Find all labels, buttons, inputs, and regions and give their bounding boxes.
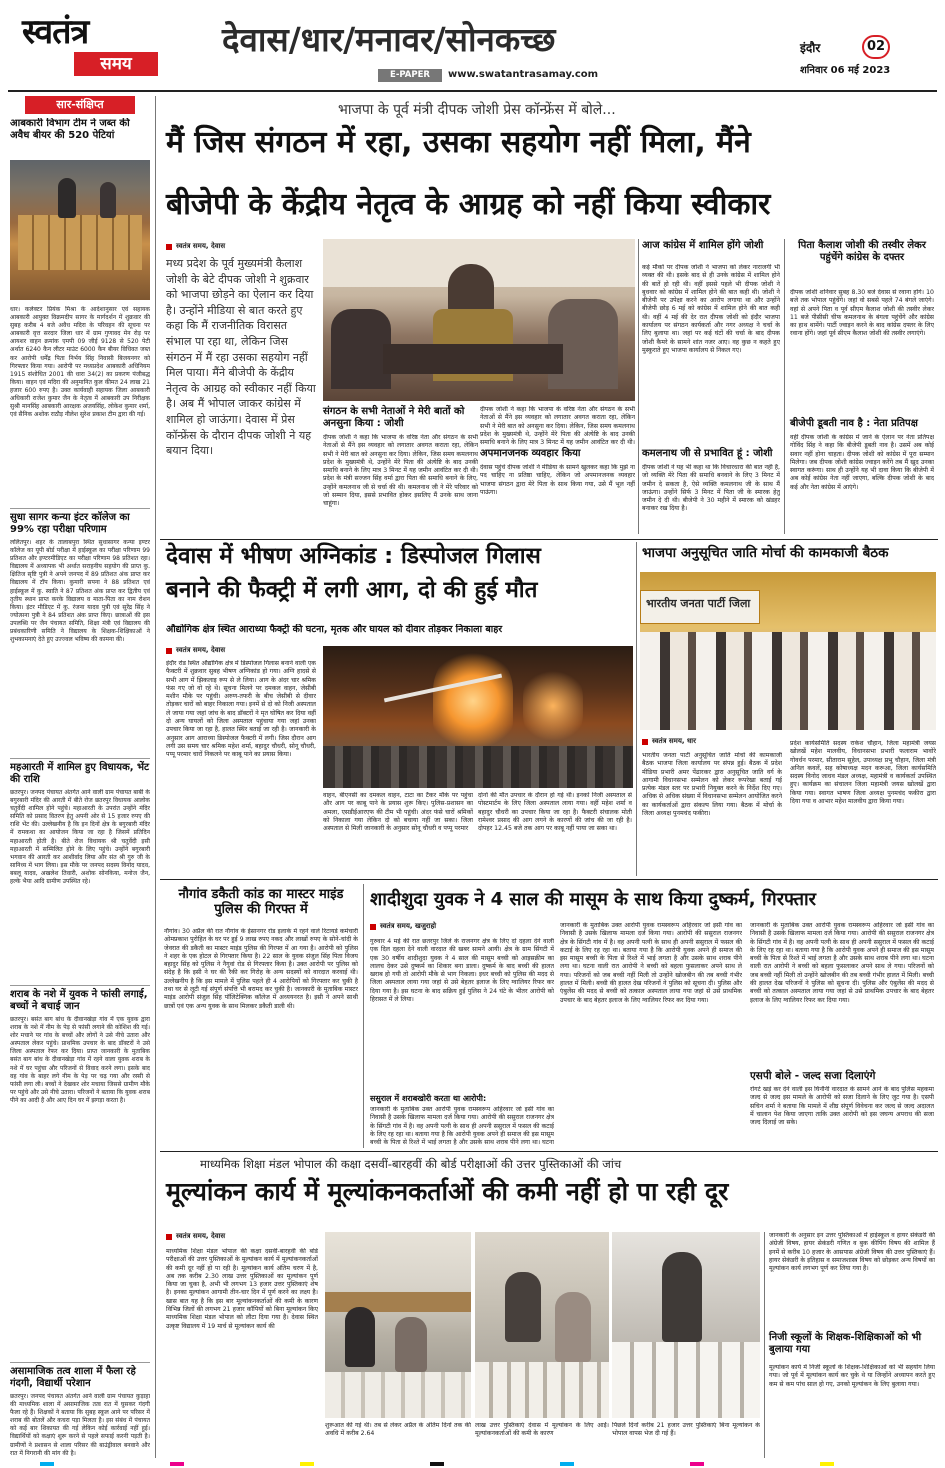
sidebar-item-body: छतरपुर। जनपद पंचायत अंतर्गत आने वाली ग्राम पंचायत कुड़ाहा की माध्यमिक शाला में असामाजिक तत्व रात में घुसकर गंदगी फैला रहे हैं। शिक्षकों ने बताया कि सुबह स्कूल आने पर परिसर में शराब की बोतलें और कचरा पड़ा मिलता है। इस संबंध में पंचायत को कई बार शिकायत की गई लेकिन कोई कार्रवाई नहीं हुई। विद्यार्थियों को कक्षाएं शुरू करने से पहले सफाई करनी पड़ती है। ग्रामीणों ने प्रशासन से शाला परिसर की बाउंड्रीवाल बनवाने और रात में निगरानी की मांग की है।	[10, 1393, 150, 1457]
city-label: इंदौर	[800, 41, 821, 55]
registration-mark	[690, 1462, 704, 1466]
story-headline: बीजेपी के केंद्रीय नेतृत्व के आग्रह को नहीं किया स्वीकार	[166, 187, 771, 222]
story-byline: स्वतंत्र समय, देवास	[166, 1232, 225, 1241]
masthead-rule	[8, 90, 937, 92]
column-divider	[784, 239, 785, 534]
story-body: मूल्यांकन कार्य में निजी स्कूलों के शिक्षक-शिक्षिकाओं को भी सहयोग लिया गया। जो पूर्व में मूल्यांकन कार्य कर चुके थे या जिन्होंने अध्यापन करते हुए कम से कम पांच साल हो गए, उनको मूल्यांकन के लिए बुलाया गया।	[769, 1364, 935, 1388]
story-body: जानकारी के मुताबिक उक्त आरोपी युवक रामस्वरूप अहिरवार जो इसी गांव का निवासी है उसके खिलाफ मामला दर्ज किया गया। आरोपी की ससुराल राजनगर क्षेत्र के सिंगटी गांव में है। वह अपनी पत्नी के साथ ही अपनी ससुराल में फसल की कटाई के लिए रह रहा था। बताया गया है कि आरोपी युवक अपने ही समाज की इस मासूम बच्ची के पिता से रिश्ते में भाई लगता है और उसके साथ शराब पीने लगा था। घटना वाली रात आरोपी ने बच्ची को बहला फुसलाकर अपने साथ ले गया। परिजनों को जब बच्ची नहीं मिली तो उन्होंने खोजबीन की तब बच्ची गंभीर हालत में मिली। बच्ची की हालत देख परिजनों ने पुलिस को सूचना दी। पुलिस और एंबुलेंस की मदद से बच्ची को तत्काल अस्पताल लाया गया जहां से उसे प्राथमिक उपचार के बाद बेहतर इलाज के लिए ग्वालियर रिफर कर दिया गया।	[560, 922, 742, 1004]
sidebar-item-headline: शराब के नशे में युवक ने फांसी लगाई, बच्चों ने बचाई जान	[10, 989, 148, 1012]
logo-top-text: स्वतंत्र	[22, 12, 89, 52]
story-byline: स्वतंत्र समय, खजुराहो	[370, 922, 436, 931]
evaluation-hall-photo-1	[325, 1232, 471, 1418]
subhead: आज कांग्रेस में शामिल होंगे जोशी	[642, 240, 764, 251]
byline-marker-icon	[166, 648, 172, 654]
sidebar-item-headline: आबकारी विभाग टीम ने जब्त की अवैध बीयर की 520 पेटियां	[10, 118, 130, 141]
story-byline: स्वतंत्र समय, धार	[642, 737, 696, 746]
sidebar-header: सार-संक्षिप्त	[25, 96, 135, 114]
story-headline: देवास में भीषण अग्निकांड : डिस्पोजल गिलास	[166, 543, 541, 569]
bjp-meeting-photo	[640, 572, 936, 730]
subhead: कमलनाथ जी से प्रभावित हूं : जोशी	[642, 448, 773, 459]
factory-fire-photo	[323, 646, 633, 788]
story-body: कई मौकों पर दीपक जोशी ने भाजपा को लेकर नाराजगी भी व्यक्त की थी। इसके बाद से ही उनके कांग्रेस में शामिल होने की बातें हो रही थी। वहीं इससे पहले भी दीपक जोशी ने बुधवार को कांग्रेस में शामिल होने की बात कही थी। जोशी ने बीजेपी पर उपेक्षा करने का आरोप लगाया था और उन्होंने बीजेपी छोड़ 6 मई को कांग्रेस में शामिल होने की बात कही थी। वहीं 4 मई की देर रात दीपक जोशी को इंदौर भाजपा कार्यालय पर संगठन कार्यकर्ता और नगर अध्यक्ष ने चर्चा के लिए बुलाया था। जहां पर कई घंटों की चर्चा के बाद दीपक जोशी कैमरे के सामने शांत नजर आए। वह कुछ न कहते हुए मुस्कुराते हुए भाजपा कार्यालय से निकल गए।	[642, 264, 780, 354]
story-body: दीपक जोशी शनिवार सुबह 8.30 बजे देवास से रवाना होंगे। 10 बजे तक भोपाल पहुंचेंगे। जहां वो सबसे पहले 74 बंगले जाएंगे। वहां से अपने पिता व पूर्व सीएम कैलाश जोशी की तस्वीर लेकर 11 बजे पीसीसी चीफ कमलनाथ के बंगला पहुंचेंगे और कांग्रेस का हाथ थामेंगे। पार्टी ज्वाइन करने के बाद कांग्रेस दफ्तर के लिए रवाना होंगे। जहां पूर्व सीएम कैलाश जोशी की तस्वीर लगाएंगे।	[790, 289, 934, 338]
evaluation-hall-photo-3	[612, 1232, 760, 1418]
story-kicker: माध्यमिक शिक्षा मंडल भोपाल की कक्षा दसवीं-बारहवीं की बोर्ड परीक्षाओं की उत्तर पुस्तिकाओं की जांच	[200, 1157, 622, 1171]
story-body: लाख उत्तर पुस्तिकाएं देवास में मूल्यांकन के लिए आईं। मूल्यांकनकर्ताओं की कमी के कारण	[475, 1422, 609, 1438]
story-dewas-fire[interactable]	[160, 540, 634, 878]
edition-title: देवास/धार/मनावर/सोनकच्छ	[222, 20, 556, 59]
press-conference-photo	[323, 239, 635, 401]
sidebar-item[interactable]	[10, 1362, 150, 1460]
logo[interactable]	[22, 12, 162, 82]
story-body: गुरुवार 4 मई की रात छतरपुर जिले के राजनगर क्षेत्र के लिए दो दहला देने वाली एक दिल दहला देने वाली वारदात की खबर सामने आयी। क्षेत्र के ग्राम सिंगटी में एक 30 वर्षीय शादीशुदा युवक ने 4 साल की मासूम बच्ची को आइसक्रीम का लालच देकर उसे दुष्कर्म का शिकार बना डाला। दुष्कर्म के बाद बच्ची की हालत खराब हो गयी तो आरोपी मौके से भाग निकला। इधर बच्ची को पुलिस की मदद से जिला अस्पताल लाया गया जहां से उसे बेहतर इलाज के लिए ग्वालियर रिफर कर दिया गया है। इस घटना के बाद सक्रिय हुई पुलिस ने 24 घंटे के भीतर आरोपी को हिरासत में ले लिया।	[370, 938, 554, 1004]
story-headline: बनाने की फैक्ट्री में लगी आग, दो की हुई मौत	[166, 577, 538, 603]
evaluation-hall-photo-2	[475, 1232, 609, 1418]
subhead: बीजेपी डूबती नाव है : नेता प्रतिपक्ष	[790, 418, 918, 429]
story-board-evaluation[interactable]	[160, 1152, 938, 1460]
byline-marker-icon	[166, 244, 172, 250]
story-body: वाहन, बीएनसी का दमकल वाहन, टाटा का टैंकर मौके पर पहुंचा और आग पर काबू पाने के प्रयास शुरू किए। पुलिस-प्रशासन का अमला, एसडीईआरएफ की टीम भी पहुंची। अंदर फंसे चारों श्रमिकों को निकाला गया लेकिन दो को बचाया नहीं जा सका। जिला अस्पताल से मिली जानकारी के अनुसार सोनू चौधरी व पप्पू परमार	[323, 792, 473, 833]
subhead: ससुराल में शराबखोरी करता था आरोपी:	[370, 1094, 487, 1103]
sidebar-item-headline: असामाजिक तत्व शाला में फैला रहे गंदगी, विद्यार्थी परेशान	[10, 1366, 136, 1389]
story-body: माध्यमिक शिक्षा मंडल भोपाल की कक्षा दसवीं-बारहवीं की बोर्ड परीक्षाओं की उत्तर पुस्तिकाओं के मूल्यांकन कार्य में मूल्यांकनकर्ताओं की कमी दूर नहीं हो पा रही है। मूल्यांकन कार्य अंतिम चरण में है, अब तक करीब 2.30 लाख उत्तर पुस्तिकाओं का मूल्यांकन पूर्ण किया जा चुका है, अभी भी लगभग 13 हजार उत्तर पुस्तिकाएं शेष है। इनका मूल्यांकन आगामी तीन-चार दिन में पूर्ण करने का लक्ष्य है। खास बात यह है कि इस बार मूल्यांकनकर्ताओं की कमी के कारण विभिन्न जिलों की लगभग 21 हजार कॉपियों को बिना मूल्यांकन किए माध्यमिक शिक्षा मंडल भोपाल को लौटा दिया गया है। देवास स्थित उत्कृष्ट विद्यालय में 19 मार्च से मूल्यांकन कार्य की	[166, 1248, 318, 1330]
beer-seizure-photo	[10, 160, 150, 300]
story-headline: नौगांव डकैती कांड का मास्टर माइंड पुलिस की गिरफ्त में	[178, 887, 344, 917]
sidebar	[8, 96, 152, 1461]
story-nowgong-dacoity[interactable]	[160, 882, 360, 1150]
story-byline: स्वतंत्र समय, देवास	[166, 646, 225, 655]
website-link[interactable]: www.swatantrasamay.com	[448, 69, 599, 80]
story-body: जानकारी के अनुसार इन उत्तर पुस्तिकाओं में हाईस्कूल व हायर सेकंडरी की अंग्रेजी विषय, हायर सेकंडरी गणित व बुक कीपिंग विषय की शामिल हैं इनमें से करीब 10 हजार के आसपास अंग्रेजी विषय की उत्तर पुस्तिकाएं हैं। हायर सेकंडरी के इतिहास व समाजशास्त्र विषय को छोड़कर अन्य विषयों का मूल्यांकन कार्य लगभग पूर्ण कर लिया गया है।	[769, 1232, 935, 1273]
sidebar-item-body: ललितपुर। शहर के तालाबपुरा स्थित सुधासागर कन्या इण्टर कॉलेज का यूपी बोर्ड परीक्षा में हाईस्कूल का परीक्षा परिणाम 99 प्रतिशत और इण्टरमीडिएट का परीक्षा परिणाम 98 प्रतिशत रहा। विद्यालय में अध्यापक भी अर्थात सराहनीय सहयोग की प्राप्त कु. क्षितिज सृष्टि पुत्री ने अपने जनपद में 89 प्रतिशत अंक प्राप्त कर विद्यालय में टॉप किया। कुमारी सपना ने 88 प्रतिशत एवं हाईस्कूल में कु. स्वाति ने 87 प्रतिशत अंक प्राप्त कर द्वितीय एवं तृतीय स्थान प्राप्त करके विद्यालय व माता-पिता का नाम रोशन किया। इंटर मीडिएट में कु. रंजना यादव पुत्री एवं सुरेंद्र सिंह ने ज्योत्सना पुत्री ने 84 प्रतिशत अंक प्राप्त किए। छात्राओं की इस उपलब्धि पर जैन पंचायत समिति, शिक्षा मंत्री एवं विद्यालय की प्रबंधकारिणी समिति ने विद्यालय के शिक्षक-शिक्षिकाओं ने शुभकामनाएं देते हुए उज्ज्वल भविष्य की कामना की।	[10, 539, 150, 644]
column-divider	[638, 239, 639, 534]
banner-text: भारतीय जनता पार्टी जिला	[646, 597, 751, 610]
sidebar-item-headline: महआरती में शामिल हुए विधायक, भेंट की राशि	[10, 762, 150, 785]
story-body: देवास पहुंचे दीपक जोशी ने मीडिया के सामने खुलकर कहा कि मुझे ना पद चाहिए ना प्रतिष्ठा चाहिए, लेकिन जो अपमानजनक व्यवहार भाजपा संगठन द्वारा मेरे पिता के साथ किया गया, उसे मैं भूल नहीं पाऊंगा।	[480, 464, 635, 496]
registration-mark	[430, 1462, 444, 1466]
masthead	[0, 0, 945, 95]
story-lede: मध्य प्रदेश के पूर्व मुख्यमंत्री कैलाश जोशी के बेटे दीपक जोशी ने शुक्रवार को भाजपा छोड़ने का ऐलान कर दिया है। उन्होंने मीडिया से बात करते हुए कहा कि मैं राजनीतिक विरासत संभाल पा रहा था, लेकिन जिस संगठन में मैं रहा उसका सहयोग नहीं मिल पाया। मैंने बीजेपी के केंद्रीय नेतृत्व के आग्रह को स्वीकार नहीं किया है। अब मैं भोपाल जाकर कांग्रेस में शामिल हो जाऊंगा। देवास में प्रेस कॉन्फ्रेंस के दौरान दीपक जोशी ने यह बयान दिया।	[166, 257, 316, 458]
story-body: रोंगटे खड़े कर देने वाली इस घिनौनी वारदात के सामने आने के बाद पुलिस महकमा जल्द से जल्द इस मामले के आरोपी को सजा दिलाने के लिए जुट गया है। एसपी सचिन शर्मा ने बताया कि मामले में शीघ्र संपूर्ण विवेचना कर जल्द से जल्द अदालत में चालान पेश किया जाएगा ताकि उक्त आरोपी को इस जघन्य अपराध की सजा जल्द दिलाई जा सके।	[750, 1086, 934, 1127]
registration-mark	[820, 1462, 834, 1466]
story-deck: औद्योगिक क्षेत्र स्थित आराध्या फैक्ट्री की घटना, मृतक और घायल को दीवार तोड़कर निकाला बाहर	[166, 624, 503, 635]
story-headline: मूल्यांकन कार्य में मूल्यांकनकर्ताओं की कमी नहीं हो पा रही दूर	[166, 1177, 729, 1206]
subhead: अपमानजनक व्यवहार किया	[480, 448, 581, 459]
page-number: 02	[862, 35, 890, 59]
story-body: जानकारी के मुताबिक उक्त आरोपी युवक रामस्वरूप अहिरवार जो इसी गांव का निवासी है उसके खिलाफ मामला दर्ज किया गया। आरोपी की ससुराल राजनगर क्षेत्र के सिंगटी गांव में है। वह अपनी पत्नी के साथ ही अपनी ससुराल में फसल की कटाई के लिए रह रहा था। बताया गया है कि आरोपी युवक अपने ही समाज की इस मासूम बच्ची के पिता से रिश्ते में भाई लगता है और उसके साथ शराब पीने लगा था। घटना	[370, 1106, 554, 1146]
registration-mark	[170, 1462, 184, 1466]
story-body: वहीं दीपक जोशी के कांग्रेस में जाने के ऐलान पर नेता प्रतिपक्ष गोविंद सिंह ने कहा कि बीजेपी डूबती नाव है। उसमें अब कोई सवार नहीं होना चाहता। दीपक जोशी को कांग्रेस में पूरा सम्मान मिलेगा। जब दीपक जोशी कांग्रेस ज्वाइन करेंगे तब मैं खुद उनका स्वागत करूंगा। साथ ही उन्होंने यह भी दावा किया कि बीजेपी में अब कोई कांग्रेस नेता नहीं जाएगा, बल्कि दीपक जोशी के बाद कई और नेता कांग्रेस में आएंगे।	[790, 434, 934, 491]
story-body: दीपक जोशी ने कहा कि भाजपा के वरिष्ठ नेता और संगठन के सभी नेताओं से मैंने इस व्यवहार को लगातार अवगत कराता रहा, लेकिन सभी ने मेरी बात को अनसुना कर दिया। लेकिन, जिस समय कमलनाथ प्रदेश के मुख्यमंत्री थे, उन्होंने मेरे पिता की अंत्येष्टि के बाद उनकी समाधि बनाने के लिए मात्र 3 मिनट में यह जमीन आवंटित कर दी थी। प्रदेश के मंत्री सज्जन सिंह वर्मा द्वारा पिता की समाधि बनाने के लिए, उन्होंने कमलनाथ जी से चर्चा की थी। कमलनाथ जी ने मेरे परिवार को जो सम्मान दिया, इससे प्रभावित होकर इसलिए मैं उनके साथ जाना चाहूंगा।	[323, 434, 478, 508]
story-kicker: भाजपा के पूर्व मंत्री दीपक जोशी प्रेस कॉन्फ्रेंस में बोले...	[338, 102, 616, 118]
story-headline: भाजपा अनुसूचित जाति मोर्चा की कामकाजी बैठक	[642, 545, 889, 561]
epaper-badge: E-PAPER	[378, 69, 442, 82]
column-divider	[764, 1232, 765, 1458]
column-divider	[636, 542, 637, 876]
sidebar-item[interactable]	[10, 508, 150, 756]
story-body: दोनों की मौत उपचार के दौरान हो गई थी। इनको निजी अस्पताल से पोस्टमार्टम के लिए जिला अस्पताल लाया गया। वहीं महेश शर्मा व बहादुर चौधरी का उपचार किया जा रहा है। फैक्टरी संचालक मोती रामेश्वर प्रसाद की आग लगने के कारणों की जांच की जा रही है। दोपहर 12.45 बजे तक आग पर काबू नहीं पाया जा सका था।	[478, 792, 632, 833]
sidebar-item-body: छतरपुर। जनपद पंचायत अंतर्गत आने वाली ग्राम पंचायत बाबी के बगुरबारी मंदिर की आरती में बीते रोज छतरपुर विधायक आलोक चतुर्वेदी शामिल होने पहुंचे। महाआरती के उपरांत उन्होंने मंदिर समिति को प्रसाद वितरण हेतु अपनी ओर से 15 हजार रुपए की राशि भेंट की। उल्लेखनीय है कि इन दिनों क्षेत्र के बगुरबारी मंदिर में रामकथा का आयोजन किया जा रहा है जिसमें प्रतिदिन महाआरती होती है। बीते रोज विधायक श्री चतुर्वेदी इसी महाआरती में सम्मिलित होने के लिए पहुंचे। उन्होंने बगुरबारी भगवान की आरती कर आशीर्वाद लिया और संत श्री गुरु जी के सानिध्य में भाग लिया। इस मौके पर जनपद सदस्य विनोद यादव, बबलू यादव, अखलेश तिवारी, अशोक सोनकिया, मनोज जैन, हल्के भैया आदि ग्रामीण उपस्थित रहे।	[10, 789, 150, 886]
byline-marker-icon	[370, 924, 376, 930]
story-body: प्रदेश कार्यसमिति सदस्य राकेश चौहान, जिला महामंत्री जयस खोलखें महेश मालवीय, विधानसभा प्रभारी फलाराम भावोरे गोवर्धन परमार, सीताराम सुहेल, उपाध्यक्ष प्रभु चौहान, जिला मंत्री अनिल कवलें, सह कोषाध्यक्ष मदन करूआ, जिला कार्यसमिति सदस्य विनोद जाधव मंडल अध्यक्ष, महामंत्री व कार्यकर्ता उपस्थित हुए। कार्यक्रम का संचालन जिला महामंत्री जयस खोलखें द्वारा किया गया। स्वागत भाषण जिला अध्यक्ष पुनमचंद फकीरा द्वारा दिया गया व आभार महेश मालवीय द्वारा किया गया।	[790, 740, 936, 806]
subhead: संगठन के सभी नेताओं ने मेरी बातों को अनसुना किया : जोशी	[323, 406, 465, 429]
story-deepak-joshi[interactable]	[160, 96, 938, 538]
registration-mark	[40, 1462, 54, 1466]
sidebar-item[interactable]	[10, 985, 150, 1360]
story-headline: शादीशुदा युवक ने 4 साल की मासूम के साथ किया दुष्कर्म, गिरफ्तार	[370, 889, 817, 910]
issue-date: शनिवार 06 मई 2023	[800, 65, 891, 76]
sidebar-item-headline: सुधा सागर कन्या इंटर कॉलेज का 99% रहा परीक्षा परिणाम	[10, 512, 130, 535]
subhead: निजी स्कूलों के शिक्षक-शिक्षिकाओं को भी बुलाया गया	[769, 1332, 922, 1355]
story-khajuraho-crime[interactable]	[366, 882, 938, 1150]
subhead: एसपी बोले - जल्द सजा दिलाएंगे	[750, 1070, 876, 1082]
story-body: पिछले दिनों करीब 21 हजार उत्तर पुस्तिकाएं बिना मूल्यांकन के भोपाल वापस भेज दी गई हैं।	[612, 1422, 760, 1438]
story-body: दीपक जोशी ने कहा कि भाजपा के वरिष्ठ नेता और संगठन के सभी नेताओं से मैंने इस व्यवहार को लगातार अवगत कराता रहा, लेकिन सभी ने मेरी बात को अनसुना कर दिया। लेकिन, जिस समय कमलनाथ प्रदेश के मुख्यमंत्री थे, उन्होंने मेरे पिता की अंत्येष्टि के बाद उनकी समाधि बनाने के लिए मात्र 3 मिनट में यह जमीन आवंटित कर दी थी।	[480, 406, 635, 446]
column-divider	[155, 96, 156, 1458]
sidebar-item-body: धार। कलेक्टर प्रियंक मिश्रा के आदेशानुसार एवं सहायक आबकारी आयुक्त विक्रमदीप सागर के मार्गदर्शन में शुक्रवार की सुबह करीब 4 बजे अवैध मदिरा के परिवहन की सूचना पर आबकारी वृत्त सरदार जिला धार में ग्राम गुणावद मेन रोड़ पर आयशर वाहन क्रमांक एमपी 09 जीई 9128 से 520 पेटी अर्थात 6240 कैन लीटर माउंट 6000 कैन बीयर विधिवत जब्त कर आरोपी धर्मेंद्र पिता निर्भय सिंह निवासी बिजयनगर को गिरफ्तार किया गया। आरोपी पर मध्यप्रदेश आबकारी अधिनियम 1915 संशोधित 2001 की धारा 34(2) का प्रकरण पंजीबद्ध किया। वाहन एवं मदिरा की अनुमानित कुल कीमत 24 लाख 21 हजार 600 रुपए है। उक्त कार्यवाही सहायक जिला आबकारी अधिकारी राजेश कुमार जैन के नेतृत्व में आबकारी उप निरीक्षक सुश्री मानसिंह आबकारी आरक्षक अजयसिंह, लोकेश कुमार शर्मा, एवं सैनिक अशोक राठौड़ नीलेश सुरेश प्रकाश टीम द्वारा की गई।	[10, 306, 150, 419]
registration-mark	[300, 1462, 314, 1466]
byline-marker-icon	[166, 1234, 172, 1240]
section-rule	[160, 879, 938, 880]
story-headline: मैं जिस संगठन में रहा, उसका सहयोग नहीं मिला, मैंने	[166, 125, 751, 160]
story-byline: स्वतंत्र समय, देवास	[166, 242, 225, 251]
byline-marker-icon	[642, 739, 648, 745]
story-bjp-meeting[interactable]	[640, 540, 938, 878]
sidebar-item[interactable]	[10, 758, 150, 983]
story-body: जानकारी के मुताबिक उक्त आरोपी युवक रामस्वरूप अहिरवार जो इसी गांव का निवासी है उसके खिलाफ मामला दर्ज किया गया। आरोपी की ससुराल राजनगर क्षेत्र के सिंगटी गांव में है। वह अपनी पत्नी के साथ ही अपनी ससुराल में फसल की कटाई के लिए रह रहा था। बताया गया है कि आरोपी युवक अपने ही समाज की इस मासूम बच्ची के पिता से रिश्ते में भाई लगता है और उसके साथ शराब पीने लगा था। घटना वाली रात आरोपी ने बच्ची को बहला फुसलाकर अपने साथ ले गया। परिजनों को जब बच्ची नहीं मिली तो उन्होंने खोजबीन की तब बच्ची गंभीर हालत में मिली। बच्ची की हालत देख परिजनों ने पुलिस को सूचना दी। पुलिस और एंबुलेंस की मदद से बच्ची को तत्काल अस्पताल लाया गया जहां से उसे प्राथमिक उपचार के बाद बेहतर इलाज के लिए ग्वालियर रिफर कर दिया गया।	[750, 922, 934, 1004]
story-body: शुरूआत की गई थी। तब से लेकर अप्रैल के अंतिम दिनों तक की अवधि में करीब 2.64	[325, 1422, 471, 1438]
registration-mark	[560, 1462, 574, 1466]
sidebar-item-body: छतरपुर। बसंत बाग बांध के दीवानखेड़ा गांव में एक युवक द्वारा शराब के नशे में नीम के पेड़ से फांसी लगाने की कोशिश की गई। शोर मचाने पर गांव के बच्चों और लोगों ने उसे नीचे उतारा और अस्पताल लेकर पहुंचे। प्राथमिक उपचार के बाद डॉक्टरों ने उसे जिला अस्पताल रेफर कर दिया। प्राप्त जानकारी के मुताबिक बसंत बाग बांध के दीवानखेड़ा गांव में रहने वाला युवक शराब के नशे में घर पहुंचा और परिजनों से विवाद करने लगा। इसके बाद वह गांव के बाहर लगे नीम के पेड़ पर चढ़ गया और रस्सी से फांसी लगा ली। बच्चों ने देखकर शोर मचाया जिससे ग्रामीण मौके पर पहुंचे और उसे नीचे उतारा। परिजनों ने बताया कि युवक शराब पीने का आदी है और आए दिन घर में झगड़ा करता है।	[10, 1016, 150, 1104]
column-divider	[363, 884, 364, 1148]
story-body: इंदौर रोड स्थित औद्योगिक क्षेत्र में डिस्पोजल गिलास बनाने वाली एक फैक्टरी में शुक्रवार सुबह भीषण अग्निकांड हो गया। अग्नि हादसे से सभी आग में झिकलाइ रूप से ले लिया। आग के अंदर चार श्रमिक फंस गए जो वो रहे थे। सूचना मिलने पर दमकल वाहन, जेसीबी मशीन मौके पर पहुंची। अरुण-तफरी के बीच जेसीबी से दीवार तोड़कर चारों को बाहर निकाला गया। इनमें से दो को निजी अस्पताल ले जाया गया जहां जांच के बाद डॉक्टरों ने मृत घोषित कर दिया वहीं दो अन्य घायलों को जिला अस्पताल पहुंचाया गया जहां उनका उपचार किया जा रहा है, हालत स्थिर बताई जा रही है। जानकारी के अनुसार आग आराध्या डिस्पोजल फैक्टरी में लगी। जिस दौरान आग लगी उस समय चार श्रमिक महेश शर्मा, बहादुर चौधरी, सोनू चौधरी, पप्पू परमार चारों निकलने पर काबू पाने का प्रयास किया।	[166, 660, 316, 759]
subhead: पिता कैलाश जोशी की तस्वीर लेकर पहुंचेंगे कांग्रेस के दफ्तर	[798, 240, 926, 263]
story-body: भारतीय जनता पार्टी अनुसूचित जाति मोर्चा की कामकाजी बैठक भाजपा जिला कार्यालय पर संपन्न हुई। बैठक में प्रदेश मीडिया प्रभारी अमर पेंढारकर द्वारा अनुसूचित जाति वर्ग के आगामी विधानसभा सम्मेलन को लेकर रूपरेखा बताई गई प्रत्येक मंडल स्तर पर प्रभारी नियुक्त करने के निर्देश दिए गए। अधिक से अधिक संख्या में विधानसभा सम्मेलन आयोजित करने का कार्यकर्ताओं द्वारा संकल्प लिया गया। बैठक में मोर्चा के जिला अध्यक्ष पुनमचंद फकीरा।	[642, 752, 782, 818]
story-body: नौगांव। 30 अप्रैल की रात नौगांव के ईसानगर रोड इलाके में रहने वाले रिटायर्ड कर्मचारी ओमप्रकाश पुरोहित के घर पर हुई 9 लाख रुपए नकद और लाखों रुपए के सोने-चांदी के जेवरात की डकैती का मास्टर माइंड पुलिस की गिरफ्त में आ गया है। आरोपी को पुलिस ने शहर के एक होटल से गिरफ्तार किया है। 22 साल के युवक संजुल सिंह पिता विजय बहादुर सिंह को पुलिस ने नैगुवां रोड से गिरफ्तार किया है। उक्त आरोपी पर पुलिस को संदेह है कि इसी ने घर की रैकी कर गिरोह के अन्य सदस्यों को वारदात करवाई थी। उल्लेखनीय है कि इस मामले में पुलिस पहले ही 4 आरोपियों को गिरफ्तार कर चुकी है तथा घर से लूटी गई संपूर्ण संपत्ति भी बरामद कर चुकी है। जानकारी के मुताबिक मास्टर माइंड आरोपी संजुल सिंह पॉलिटेक्निक कॉलेज में अध्ययनरत है। इसी ने अपने साथी छात्रों एवं एक अन्य युवक के साथ मिलकर डकैती डाली थी।	[164, 928, 358, 1010]
sidebar-item[interactable]	[10, 118, 150, 506]
story-body: दीपक जोशी ने यह भी कहा था कि विचारधारा की बात नहीं है, जो व्यक्ति मेरे पिता की समाधि बनवाने के लिए 3 मिनट में जमीन दे सकता है, ऐसे व्यक्ति कमलनाथ जी के साथ मैं जाऊंगा। उन्होंने सिर्फ 3 मिनट में पिता जी के स्मारक हेतु जमीन दे दी थी। बीजेपी ने 30 महीने में स्मारक को खंडहर बनाकर रख दिया है।	[642, 464, 780, 513]
logo-bottom-text: समय	[74, 52, 158, 76]
